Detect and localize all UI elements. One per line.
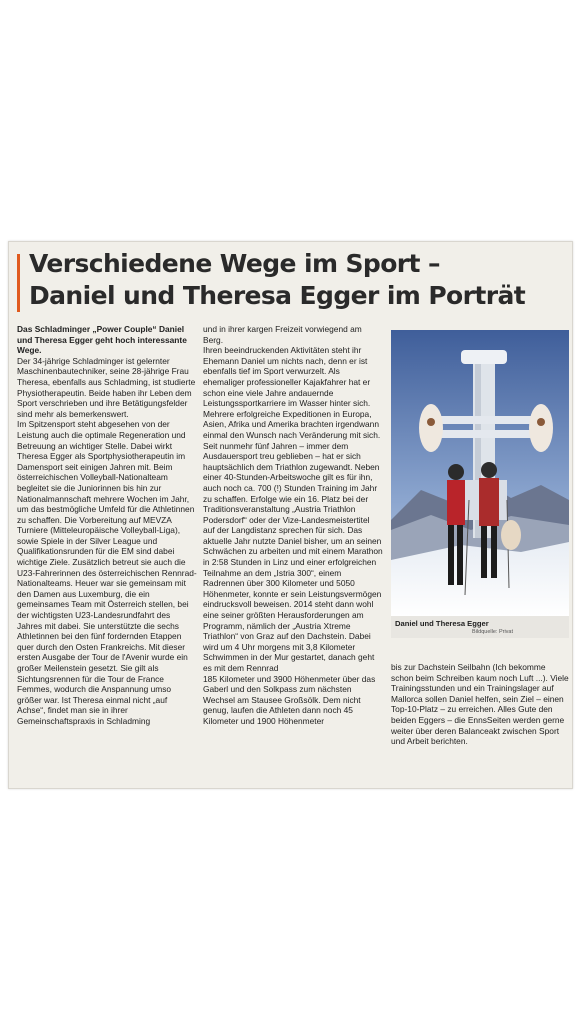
newspaper-clipping — [8, 241, 573, 789]
article-column-2 — [203, 324, 383, 727]
article-column-3 — [391, 662, 569, 747]
summit-cross-photo — [391, 330, 569, 616]
paragraph: Ihren beeindruckenden Aktivitäten steht ihr Ehemann Daniel um nichts nach, denn er ist ebenfalls tief im Sport verwurzelt. Als ehemaliger professioneller Kajakfahrer hat er schon eine viele Jahre andauernde Leistungssportkarriere im Wasser hinter sich. Mehrere erfolgreiche Expeditionen in Europa, Asien, Afrika und Amerika brachten irgendwann einmal den Wunsch nach Veränderung mit sich. Seit nunmehr fünf Jahren – immer dem Ausdauersport treu geblieben – hat er sich hauptsächlich dem Triathlon zugewandt. Neben einer 40-Stunden-Arbeitswoche gilt es für ihn, auch noch ca. 700 (!) Stunden Training im Jahr zu schaffen. Erfolge wie ein 16. Platz bei der Traditionsveranstaltung „Austria Triathlon Podersdorf“ oder der Vize-Landesmeistertitel auf der Langdistanz sprechen für sich. Das aktuelle Jahr nutzte Daniel bisher, um an seinen Schwächen zu arbeiten und mit einem Marathon in 2:58 Stunden in Linz und einer erfolgreichen Teilnahme an dem „Istria 300“, einem Radrennen über 300 Kilometer und 5050 Höhenmeter, konnte er sein Leistungsvermögen eindrucksvoll beweisen. 2014 steht dann wohl eine seiner größten Herausforderungen am Programm, nämlich der „Austria Xtreme Triathlon“ von Graz auf den Dachstein. Dabei wird um 4 Uhr morgens mit 3,8 Kilometer Schwimmen in der Mur gestartet, danach geht es mit dem Rennrad — [203, 345, 383, 673]
title-accent-bar — [17, 254, 20, 312]
photo-caption — [391, 616, 569, 638]
caption-text: Daniel und Theresa Egger — [395, 619, 489, 628]
paragraph: bis zur Dachstein Seilbahn (Ich bekomme schon beim Schreiben kaum noch Luft ...). Viele Trainingsstunden und ein Trainingslager auf Mallorca sollen Daniel helfen, sein Ziel – einen Top-10-Platz – zu erreichen. Alles Gute den beiden Eggers – die EnnsSeiten werden gerne weiter über deren Balanceakt zwischen Sport und Arbeit berichten. — [391, 662, 569, 747]
paragraph: und in ihrer kargen Freizeit vorwiegend am Berg. — [203, 324, 362, 345]
paragraph: Der 34-jährige Schladminger ist gelernter Maschinenbautechniker, seine 28-jährige Frau Theresa, ebenfalls aus Schladming, ist studierte Physiotherapeutin. Beide haben ihr Leben dem Sport verschrieben und ihre Betätigungsfelder sind mehr als bemerkenswert. — [17, 355, 196, 419]
article-column-1 — [17, 324, 197, 727]
article-lead: Das Schladminger „Power Couple“ Daniel und Theresa Egger geht hoch interessante Wege. — [17, 324, 187, 356]
article-title — [17, 248, 569, 312]
paragraph: 185 Kilometer und 3900 Höhenmeter über das Gaberl und den Solkpass zum nächsten Wechsel am Stausee Großsölk. Dem nicht genug, laufen die Athleten dann noch 45 Kilometer und 1900 Höhenmeter — [203, 673, 376, 726]
paragraph: Im Spitzensport steht abgesehen von der Leistung auch die optimale Regeneration und Betreuung an wichtiger Stelle. Dabei wirkt Theresa Egger als Sportphysiotherapeutin im Damensport seit einigen Jahren mit. Beim österreichischen Volleyball-Nationalteam begleitet sie die Juniorinnen bis hin zur Nationalmannschaft mehrere Wochen im Jahr, um das bestmögliche Umfeld für die Athletinnen zu schaffen. Die Vorbereitung auf MEVZA Turniere (Mitteleuropäische Volleyball-Liga), sowie Spiele in der Silver League und Qualifikationsrunden für die EM sind dabei wichtige Ziele. Zusätzlich betreut sie auch die U23-Fahrerinnen des österreichischen Rennrad-Nationalteams. Heuer war sie gemeinsam mit den Damen aus Luxemburg, die ein gemeinsames Team mit Österreich stellen, bei der wichtigsten U23-Landesrundfahrt des Jahres mit dabei. Sie unterstützte die sechs Athletinnen bei den fünf fordernden Etappen quer durch den Osten Frankreichs. Mit dieser ersten Ausgabe der Tour de l'Avenir wurde ein großer Meilenstein gesetzt. Sie gilt als Sichtungsrennen für die Tour de France Femmes, wodurch die Anspannung umso größer war. Ist Theresa einmal nicht „auf Achse“, findet man sie in ihrer Gemeinschaftspraxis in Schladming — [17, 419, 197, 726]
headline-line-2: Daniel und Theresa Egger im Porträt — [29, 281, 526, 310]
photo-credit: Bildquelle: Privat — [472, 629, 513, 635]
headline-line-1: Verschiedene Wege im Sport – — [29, 249, 440, 278]
